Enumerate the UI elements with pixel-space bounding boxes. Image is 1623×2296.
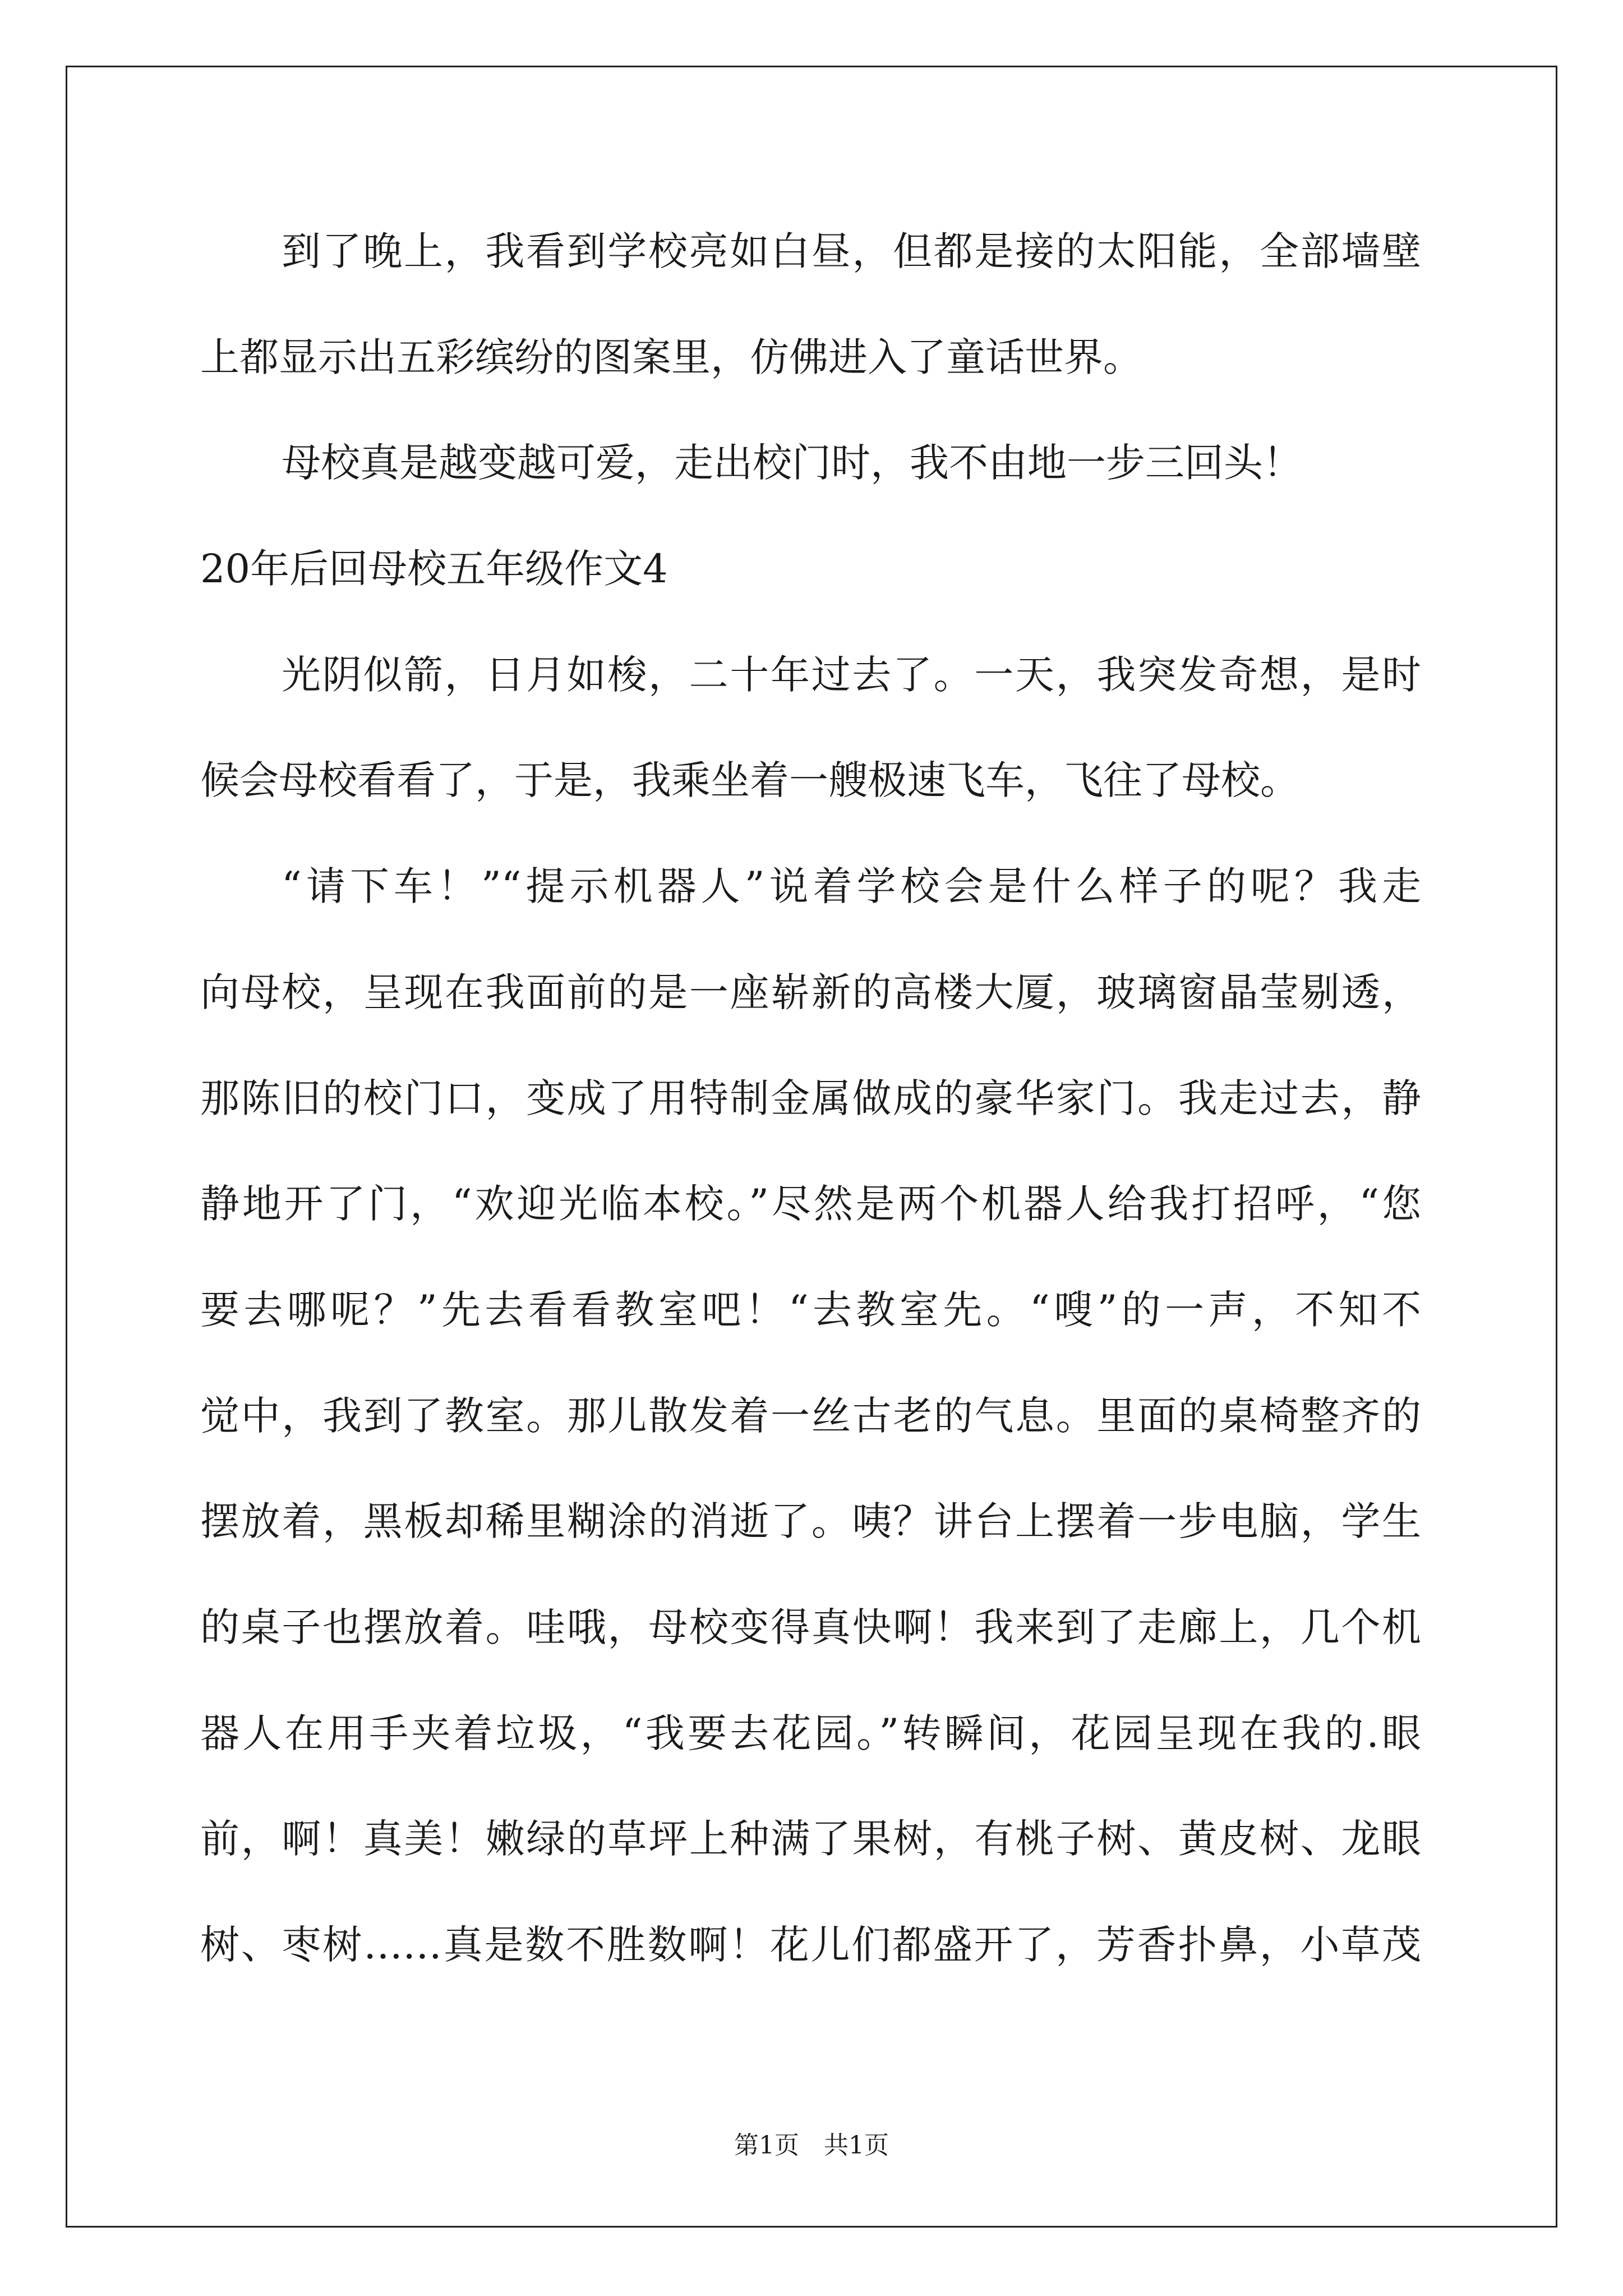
- text-line: 摆放着，黑板却稀里糊涂的消逝了。咦？讲台上摆着一步电脑，学生: [200, 1498, 1421, 1545]
- document-body: [200, 199, 1421, 1998]
- text-line: 觉中，我到了教室。那儿散发着一丝古老的气息。里面的桌椅整齐的: [200, 1392, 1421, 1439]
- text-line: “请下车！”“提示机器人”说着学校会是什么样子的呢？我走: [282, 863, 1421, 910]
- text-line: 那陈旧的校门口，变成了用特制金属做成的豪华家门。我走过去，静: [200, 1075, 1421, 1121]
- text-line: 到了晚上，我看到学校亮如白昼，但都是接的太阳能，全部墙壁: [282, 228, 1421, 274]
- text-line: 候会母校看看了，于是，我乘坐着一艘极速飞车，飞往了母校。: [200, 757, 1299, 804]
- paragraph: [200, 622, 1421, 834]
- paragraph: [200, 834, 1421, 1998]
- section-heading: 20年后回母校五年级作文4: [200, 546, 668, 592]
- paragraph: [200, 410, 1421, 516]
- text-line: 器人在用手夹着垃圾，“我要去花园。”转瞬间，花园呈现在我的.眼: [200, 1710, 1421, 1756]
- text-line: 向母校，呈现在我面前的是一座崭新的高楼大厦，玻璃窗晶莹剔透，: [200, 969, 1421, 1015]
- text-line: 前，啊！真美！嫩绿的草坪上种满了果树，有桃子树、黄皮树、龙眼: [200, 1816, 1421, 1862]
- page-footer: 第1页 共1页: [734, 2131, 889, 2160]
- text-line: 静地开了门，“欢迎光临本校。”尽然是两个机器人给我打招呼，“您: [200, 1181, 1421, 1227]
- text-line: 要去哪呢？”先去看看教室吧！“去教室先。“嗖”的一声，不知不: [200, 1286, 1421, 1333]
- text-line: 上都显示出五彩缤纷的图案里，仿佛进入了童话世界。: [200, 334, 1142, 380]
- text-line: 的桌子也摆放着。哇哦，母校变得真快啊！我来到了走廊上，几个机: [200, 1604, 1421, 1650]
- paragraph: [200, 199, 1421, 410]
- text-line: 树、枣树……真是数不胜数啊！花儿们都盛开了，芳香扑鼻，小草茂: [200, 1922, 1421, 1968]
- text-line: 光阴似箭，日月如梭，二十年过去了。一天，我突发奇想，是时: [282, 651, 1421, 698]
- text-line: 母校真是越变越可爱，走出校门时，我不由地一步三回头！: [282, 440, 1302, 486]
